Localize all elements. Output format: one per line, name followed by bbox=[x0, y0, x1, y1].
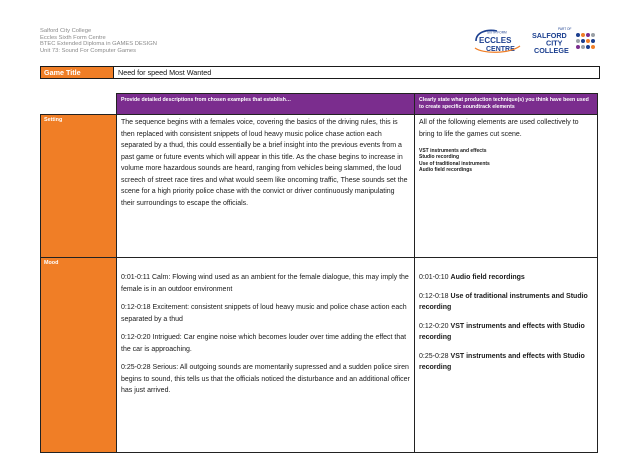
salford-city-college-logo bbox=[530, 26, 598, 56]
game-title-value: Need for speed Most Wanted bbox=[113, 67, 599, 78]
mood-technique bbox=[419, 272, 593, 284]
eccles-logo-sub-text: CENTRE bbox=[486, 46, 515, 53]
salford-logo-line3: COLLEGE bbox=[534, 46, 569, 55]
college-header bbox=[40, 28, 157, 54]
eccles-logo-text: ECCLES bbox=[479, 36, 512, 45]
header-line-unit: Unit 73: Sound For Computer Games bbox=[40, 47, 137, 54]
table-header-row bbox=[40, 93, 598, 114]
mood-technique-name: Audio field recordings bbox=[450, 274, 525, 281]
header-line-college: Salford City College bbox=[40, 28, 92, 34]
list-item: Audio field recordings bbox=[419, 167, 473, 174]
list-item: VST instruments and effects bbox=[419, 148, 487, 154]
setting-label: Setting bbox=[40, 114, 116, 257]
mood-technique-name: VST instruments and effects with Studio recording bbox=[419, 352, 585, 371]
analysis-table bbox=[40, 93, 598, 453]
mood-techniques bbox=[414, 257, 598, 453]
header-line-course: BTEC Extended Diploma in GAMES DESIGN bbox=[40, 41, 157, 48]
game-title-label: Game Title bbox=[41, 67, 113, 78]
mood-description: 0:12-0:20 Intrigued: Car engine noise which becomes louder over time adding the effect that the car is approaching. bbox=[121, 334, 407, 353]
eccles-logo-top-text: SIXTH FORM bbox=[487, 30, 507, 35]
mood-description: 0:12-0:18 Excitement: consistent snippets of loud heavy music and police chase action each separated by a thud bbox=[121, 304, 407, 323]
mood-descriptions bbox=[116, 257, 414, 453]
header-techniques: Clearly state what production technique(s) you think have been used to create specific soundtrack elements bbox=[414, 93, 598, 114]
setting-technique-intro: All of the following elements are used collectively to bring to life the games cut scene. bbox=[419, 119, 579, 138]
setting-techniques bbox=[414, 114, 598, 257]
mood-description: 0:25-0:28 Serious: All outgoing sounds are momentarily supressed and a sudden police siren begins to sound, this tells us that the officials noticed the disturbance and an additional officer has just arrived. bbox=[121, 364, 410, 394]
setting-row bbox=[40, 114, 598, 257]
salford-logo-line2: CITY bbox=[546, 38, 563, 48]
mood-technique-name: VST instruments and effects with Studio recording bbox=[419, 322, 585, 341]
mood-technique-time: 0:12-0:18 bbox=[419, 292, 449, 300]
setting-technique-list bbox=[419, 148, 593, 174]
list-item: Use of traditional instruments bbox=[419, 160, 490, 167]
mood-technique-name: Use of traditional instruments and Studio recording bbox=[419, 292, 588, 311]
logo-dot-grid bbox=[576, 33, 595, 49]
eccles-centre-logo bbox=[473, 28, 523, 54]
setting-description: The sequence begins with a females voice, covering the basics of the driving rules, this is then replaced with consistent snippets of loud heavy music police chase action each separated by a thud, this could essentially be a brief insight into the previous events from a past game or future events which will appear in this title. As the chase begins to increase in volume more hazardous sounds are heard, ranging from vehicles being slammed, the loud screech of street race tires and what would seem like oncoming traffic, These sounds set the scene for a high priority police chase with the convict or driver continuously manipulating their surroundings to escape the officials. bbox=[116, 114, 414, 257]
mood-technique bbox=[419, 321, 593, 344]
salford-logo-top-text: PART OF bbox=[558, 27, 572, 31]
game-title-row bbox=[40, 66, 600, 79]
mood-row bbox=[40, 257, 598, 453]
mood-label: Mood bbox=[40, 257, 116, 453]
header-line-centre: Eccles Sixth Form Centre bbox=[40, 34, 106, 41]
mood-technique bbox=[419, 291, 593, 314]
mood-technique-time: 0:25-0:28 bbox=[419, 352, 449, 360]
salford-logo-line1: SALFORD bbox=[532, 31, 567, 40]
mood-technique-time: 0:12-0:20 bbox=[419, 322, 449, 330]
mood-technique-time: 0:01-0:10 bbox=[419, 274, 449, 281]
mood-description: 0:01-0:11 Calm: Flowing wind used as an ambient for the female dialogue, this may imply the female is in an outdoor environment bbox=[121, 274, 409, 293]
header-descriptions: Provide detailed descriptions from chosen examples that establish… bbox=[116, 93, 414, 114]
mood-technique bbox=[419, 351, 593, 374]
header-empty-cell bbox=[40, 93, 116, 114]
list-item: Studio recording bbox=[419, 154, 459, 161]
